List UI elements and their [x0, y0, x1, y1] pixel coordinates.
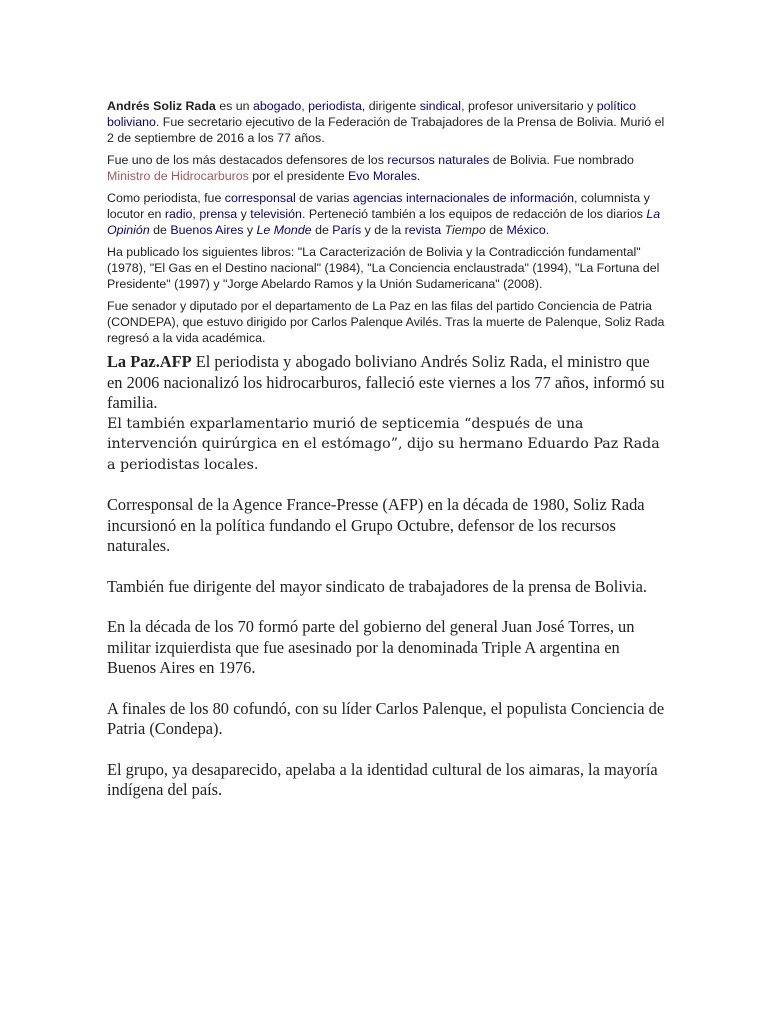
link-periodista[interactable]: periodista: [308, 99, 362, 113]
link-prensa[interactable]: prensa: [199, 207, 238, 221]
wiki-paragraph-3: Como periodista, fue corresponsal de varias agencias internacionales de información, columnista y locutor en radio, prensa y televisión. Perteneció también a los equipos de redacción de los diarios La Opinión de Buenos Aires y Le Monde de París y de la revista Tiempo de México.: [107, 191, 661, 237]
news-paragraph-2: El también exparlamentario murió de septicemia “después de una intervención quirúrgica en el estómago”, dijo su hermano Eduardo Paz Rada a periodistas locales.: [107, 415, 660, 473]
link-corresponsal[interactable]: corresponsal: [224, 191, 296, 205]
link-agencias-informacion[interactable]: agencias internacionales de información: [352, 191, 575, 205]
wiki-paragraph-5: Fue senador y diputado por el departamento de La Paz en las filas del partido Conciencia de Patria (CONDEPA), que estuvo dirigido por Carlos Palenque Avilés. Tras la muerte de Palenque, Soliz Rada regresó a la vida académica.: [107, 299, 665, 345]
wikipedia-excerpt: [107, 98, 667, 346]
link-ministro-hidrocarburos[interactable]: Ministro de Hidrocarburos: [107, 169, 249, 183]
wiki-paragraph-4: Ha publicado los siguientes libros: "La Caracterización de Bolivia y la Contradicción fundamental" (1978), "El Gas en el Destino nacional" (1984), "La Conciencia enclaustrada" (1994), "La Fortuna del Presidente" (1997) y "Jorge Abelardo Ramos y la Unión Sudamericana" (2008).: [107, 245, 660, 291]
link-revista[interactable]: revista: [404, 223, 442, 237]
wiki-paragraph-1: Andrés Soliz Rada es un abogado, periodista, dirigente sindical, profesor universitario y político boliviano. Fue secretario ejecutivo de la Federación de Trabajadores de la Prensa de Bolivia. Murió el 2 de septiembre de 2016 a los 77 años.: [107, 99, 665, 145]
subject-name: Andrés Soliz Rada: [107, 99, 216, 113]
link-abogado[interactable]: abogado: [253, 99, 302, 113]
link-buenos-aires[interactable]: Buenos Aires: [170, 223, 244, 237]
link-sindical[interactable]: sindical: [419, 99, 462, 113]
link-radio[interactable]: radio: [164, 207, 193, 221]
news-paragraph-7: El grupo, ya desaparecido, apelaba a la identidad cultural de los aimaras, la mayoría indígena del país.: [107, 759, 658, 799]
news-paragraph-5: En la década de los 70 formó parte del gobierno del general Juan José Torres, un militar izquierdista que fue asesinado por la denominada Triple A argentina en Buenos Aires en 1976.: [107, 617, 635, 677]
link-mexico[interactable]: México: [506, 223, 546, 237]
news-paragraph-6: A finales de los 80 cofundó, con su líder Carlos Palenque, el populista Conciencia de Patria (Condepa).: [107, 698, 665, 738]
dateline: La Paz.AFP: [107, 352, 192, 371]
link-la-opinion[interactable]: La Opinión: [107, 207, 661, 237]
link-le-monde[interactable]: Le Monde: [256, 223, 312, 237]
link-paris[interactable]: París: [332, 223, 362, 237]
news-paragraph-3: Corresponsal de la Agence France-Presse (AFP) en la década de 1980, Soliz Rada incursionó en la política fundando el Grupo Octubre, defensor de los recursos naturales.: [107, 495, 645, 555]
link-evo-morales[interactable]: Evo Morales: [348, 169, 417, 183]
link-politico-boliviano[interactable]: político boliviano: [107, 99, 636, 129]
magazine-title: Tiempo: [444, 223, 486, 237]
news-article: [107, 352, 667, 801]
link-recursos-naturales[interactable]: recursos naturales: [387, 153, 490, 167]
news-paragraph-1: La Paz.AFP El periodista y abogado boliviano Andrés Soliz Rada, el ministro que en 2006 nacionalizó los hidrocarburos, falleció este viernes a los 77 años, informó su familia.: [107, 352, 665, 412]
news-paragraph-4: También fue dirigente del mayor sindicato de trabajadores de la prensa de Bolivia.: [107, 576, 648, 596]
document-page: [107, 98, 667, 801]
link-television[interactable]: televisión: [250, 207, 302, 221]
wiki-paragraph-2: Fue uno de los más destacados defensores de los recursos naturales de Bolivia. Fue nombrado Ministro de Hidrocarburos por el presidente Evo Morales.: [107, 153, 634, 183]
